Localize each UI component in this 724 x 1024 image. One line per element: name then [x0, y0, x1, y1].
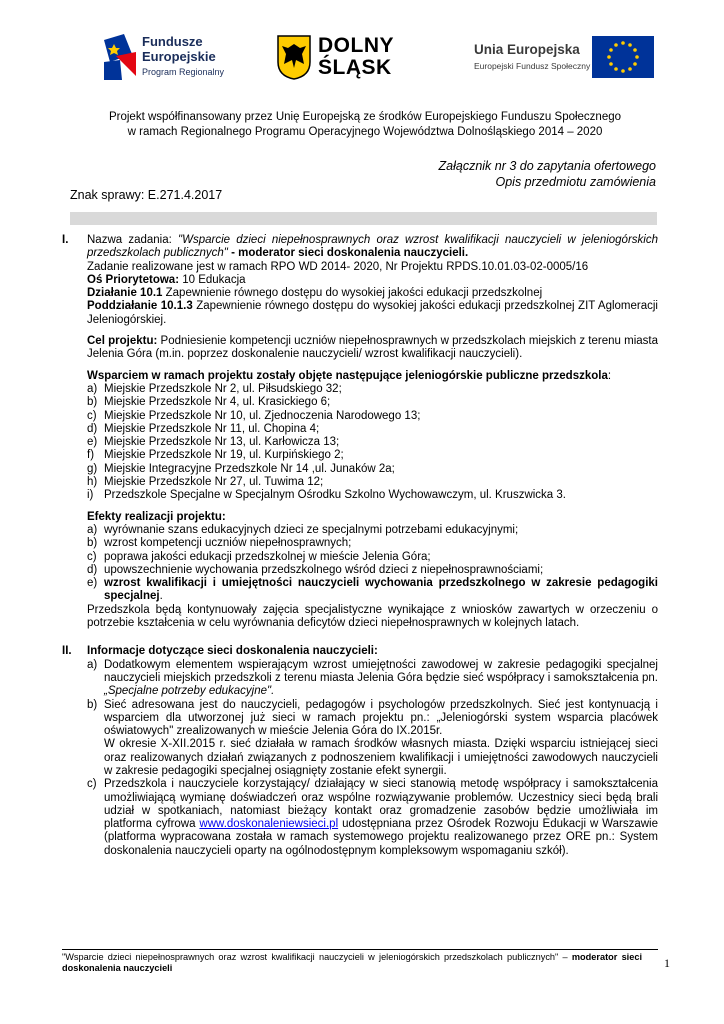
item-a-text: Dodatkowym elementem wspierającym wzrost umiejętności zawodowej w zakresie pedagogiki specjalnej nauczycieli miejskich przedszkoli z terenu miasta Jelenia Góra będzie sieć współpracy i samokształcenia pn. — [104, 658, 658, 684]
list-item — [87, 436, 658, 449]
item-b-text2: W okresie X-XII.2015 r. sieć działała w ramach środków własnych miasta. Dzięki wsparciu istniejącej sieci oraz realizowanych działań związanych z podnoszeniem kwalifikacji i umiejętności zawodowych nauczycieli w zakresie pedagogiki specjalnej osiągnięty zostanie efekt synergii. — [104, 738, 658, 777]
task-prefix: Nazwa zadania: — [87, 234, 179, 246]
list-item — [87, 383, 658, 396]
annex-line2: Opis przedmiotu zamówienia — [495, 175, 656, 189]
action — [87, 287, 658, 300]
list-item — [87, 410, 658, 423]
list-text: Miejskie Przedszkole Nr 10, ul. Zjednoczenia Narodowego 13; — [104, 409, 421, 422]
ue-line2: Europejski Fundusz Społeczny — [474, 61, 591, 71]
list-label: b) — [87, 396, 98, 409]
case-number: Znak sprawy: E.271.4.2017 — [70, 188, 223, 202]
annex-line1: Załącznik nr 3 do zapytania ofertowego — [438, 159, 656, 173]
footer-bold: moderator sieci doskonalenia nauczycieli — [62, 952, 643, 973]
eagle-crest-icon — [276, 34, 312, 80]
effects-heading — [87, 511, 658, 524]
section-1 — [62, 234, 658, 630]
list-item — [87, 551, 658, 564]
fundusze-europejskie-logo — [100, 32, 240, 84]
list-text: Miejskie Przedszkole Nr 19, ul. Kurpińskiego 2; — [104, 449, 344, 462]
ue-line1: Unia Europejska — [474, 42, 580, 57]
sub-action-label: Poddziałanie 10.1.3 — [87, 300, 193, 313]
realized-info: Zadanie realizowane jest w ramach RPO WD 2014- 2020, Nr Projektu RPDS.10.01.03-02-0005/16 — [87, 260, 589, 273]
sub-action-text: Zapewnienie równego dostępu do wysokiej jakości edukacji przedszkolnej ZIT Aglomeracji Jeleniogórskiej. — [87, 300, 658, 326]
list-item — [87, 778, 658, 858]
priority-axis — [87, 274, 658, 287]
section-2-heading — [87, 645, 658, 658]
item-b-text1: Sieć adresowana jest do nauczycieli, pedagogów i psychologów przedszkolnych. Sieć jest kontynuacją i wsparciem dla utworzonej już sieci w ramach projektu pn.: „Jeleniogórski system wsparcia placówek oświatowych" zrealizowanych w mieście Jelenia Góra do IX.2015r. — [104, 698, 658, 738]
list-label: e) — [87, 577, 98, 590]
ds-line2: ŚLĄSK — [318, 56, 392, 79]
list-item — [87, 564, 658, 577]
support-heading-text: Wsparciem w ramach projektu zostały objęte następujące jeleniogórskie publiczne przedszkola — [87, 369, 608, 382]
list-item — [87, 449, 658, 462]
goal-text: Podniesienie kompetencji uczniów niepełnosprawnych w przedszkolach miejskich z terenu miasta Jelenia Góra (m.in. poprzez doskonalenie nauczycieli/ wzrost kwalifikacji nauczycieli). — [87, 335, 658, 361]
annex-title — [439, 158, 657, 190]
list-item — [87, 396, 658, 409]
list-label: f) — [87, 449, 95, 462]
list-item — [87, 476, 658, 489]
effects-heading-text: Efekty realizacji projektu: — [87, 510, 226, 523]
list-text: Miejskie Przedszkole Nr 27, ul. Tuwima 12; — [104, 476, 324, 489]
list-label: e) — [87, 436, 98, 449]
list-label: c) — [87, 409, 97, 422]
list-item — [87, 699, 658, 779]
list-text: Miejskie Przedszkole Nr 4, ul. Krasickiego 6; — [104, 396, 331, 409]
page-number: 1 — [664, 956, 670, 970]
list-text: Przedszkole Specjalne w Specjalnym Ośrodku Szkolno Wychowawczym, ul. Kruszwicka 3. — [104, 489, 566, 502]
axis-label: Oś Priorytetowa: — [87, 273, 180, 286]
task-name — [87, 234, 658, 261]
effect-e-text: wzrost kwalifikacji i umiejętności nauczycieli wychowania przedszkolnego w zakresie pedagogiki specjalnej — [104, 577, 658, 603]
grey-divider-bar — [70, 212, 657, 225]
list-text: poprawa jakości edukacji przedszkolnej w mieście Jelenia Góra; — [104, 550, 431, 563]
document-body — [62, 234, 658, 858]
list-text: Miejskie Przedszkole Nr 13, ul. Karłowicza 13; — [104, 436, 340, 449]
list-label: i) — [87, 489, 94, 502]
header-logos — [0, 30, 724, 84]
list-label: h) — [87, 476, 98, 489]
list-item — [87, 423, 658, 436]
list-label: a) — [87, 523, 98, 536]
fe-line3: Program Regionalny — [142, 67, 225, 77]
item-a-italic: „Specjalne potrzeby edukacyjne". — [104, 685, 275, 698]
list-label: d) — [87, 422, 98, 435]
eu-flag-icon — [592, 36, 654, 78]
kindergarten-list — [87, 383, 658, 503]
item-c-text1: Przedszkola i nauczyciele korzystający/ działający w sieci stanowią metodę współpracy i samokształcenia umożliwiającą wymianę doświadczeń oraz wspólne rozwiązywanie problemów. Uczestnicy sieci będą brali udział w spotkaniach, natomiast bieżący kontakt oraz gromadzenie zasobów będzie umożliwiała im platforma cyfrowa — [104, 778, 658, 831]
list-label: c) — [87, 778, 97, 791]
list-text: Miejskie Przedszkole Nr 2, ul. Piłsudskiego 32; — [104, 382, 342, 395]
item-c-text2: udostępniana przez Ośrodek Rozwoju Edukacji w Warszawie (platforma wypracowana została w ramach systemowego projektu realizowanego przez ORE pn.: System doskonalenia nauczycieli oparty na ogólnodostępnym kompleksowym wspomaganiu szkół). — [104, 818, 658, 857]
list-item — [87, 537, 658, 550]
intro-line1: Projekt współfinansowany przez Unię Europejską ze środków Europejskiego Funduszu Społecznego — [108, 111, 622, 123]
list-label: b) — [87, 698, 98, 711]
network-info-list — [87, 659, 658, 858]
list-label: d) — [87, 563, 98, 576]
list-item — [87, 524, 658, 537]
list-label: a) — [87, 382, 98, 395]
list-text: wyrównanie szans edukacyjnych dzieci ze specjalnymi potrzebami edukacyjnymi; — [104, 523, 519, 536]
fe-line1: Fundusze — [142, 34, 203, 49]
action-text: Zapewnienie równego dostępu do wysokiej jakości edukacji przedszkolnej — [162, 287, 543, 300]
intro-text — [70, 110, 660, 140]
footer-main: "Wsparcie dzieci niepełnosprawnych oraz wzrost kwalifikacji nauczycieli w jeleniogórskich przedszkolach publicznych" – — [62, 952, 572, 962]
list-item — [87, 659, 658, 699]
support-colon: : — [607, 369, 612, 382]
list-text: Miejskie Integracyjne Przedszkole Nr 14 ,ul. Junaków 2a; — [104, 462, 395, 475]
list-label: c) — [87, 550, 97, 563]
list-label: b) — [87, 537, 98, 550]
axis-text: 10 Edukacja — [179, 273, 246, 286]
list-text: upowszechnienie wychowania przedszkolnego wśród dzieci z niepełnosprawnościami; — [104, 563, 544, 576]
list-text: wzrost kompetencji uczniów niepełnosprawnych; — [104, 537, 352, 550]
list-item — [87, 463, 658, 476]
unia-europejska-logo — [444, 34, 656, 84]
dolny-slask-logo — [276, 34, 411, 82]
project-goal — [87, 335, 658, 362]
platform-link[interactable]: www.doskonaleniewsieci.pl — [199, 818, 339, 831]
section-2 — [62, 645, 658, 858]
section-2-number: II. — [62, 645, 72, 658]
effect-e-dot: . — [159, 590, 163, 603]
list-item — [87, 577, 658, 604]
list-label: a) — [87, 658, 98, 671]
sub-action — [87, 300, 658, 327]
list-text: Miejskie Przedszkole Nr 11, ul. Chopina 4; — [104, 422, 320, 435]
list-item — [87, 489, 658, 502]
support-heading — [87, 370, 658, 383]
fe-line2: Europejskie — [142, 49, 216, 64]
section-1-number: I. — [62, 234, 69, 246]
list-label: g) — [87, 462, 98, 475]
effects-list — [87, 524, 658, 604]
continuation-text: Przedszkola będą kontynuowały zajęcia specjalistyczne wynikające z wniosków zawartych w orzeczeniu o potrzebie kształcenia w celu wyrównania deficytów dzieci niepełnosprawnych w kolejnych latach. — [87, 603, 658, 630]
task-role: - moderator sieci doskonalenia nauczycieli. — [227, 247, 469, 260]
goal-label: Cel projektu: — [87, 335, 158, 348]
fe-emblem-icon — [100, 32, 136, 82]
section-2-heading-text: Informacje dotyczące sieci doskonalenia nauczycieli: — [87, 645, 378, 658]
ds-line1: DOLNY — [318, 34, 394, 57]
intro-line2: w ramach Regionalnego Programu Operacyjnego Województwa Dolnośląskiego 2014 – 2020 — [127, 126, 603, 138]
footer-text — [62, 952, 642, 974]
action-label: Działanie 10.1 — [87, 287, 163, 300]
task-title: "Wsparcie dzieci niepełnosprawnych oraz wzrost kwalifikacji nauczycieli w jeleniogórskich przedszkolach publicznych" — [87, 234, 658, 260]
footer-divider — [62, 949, 658, 950]
